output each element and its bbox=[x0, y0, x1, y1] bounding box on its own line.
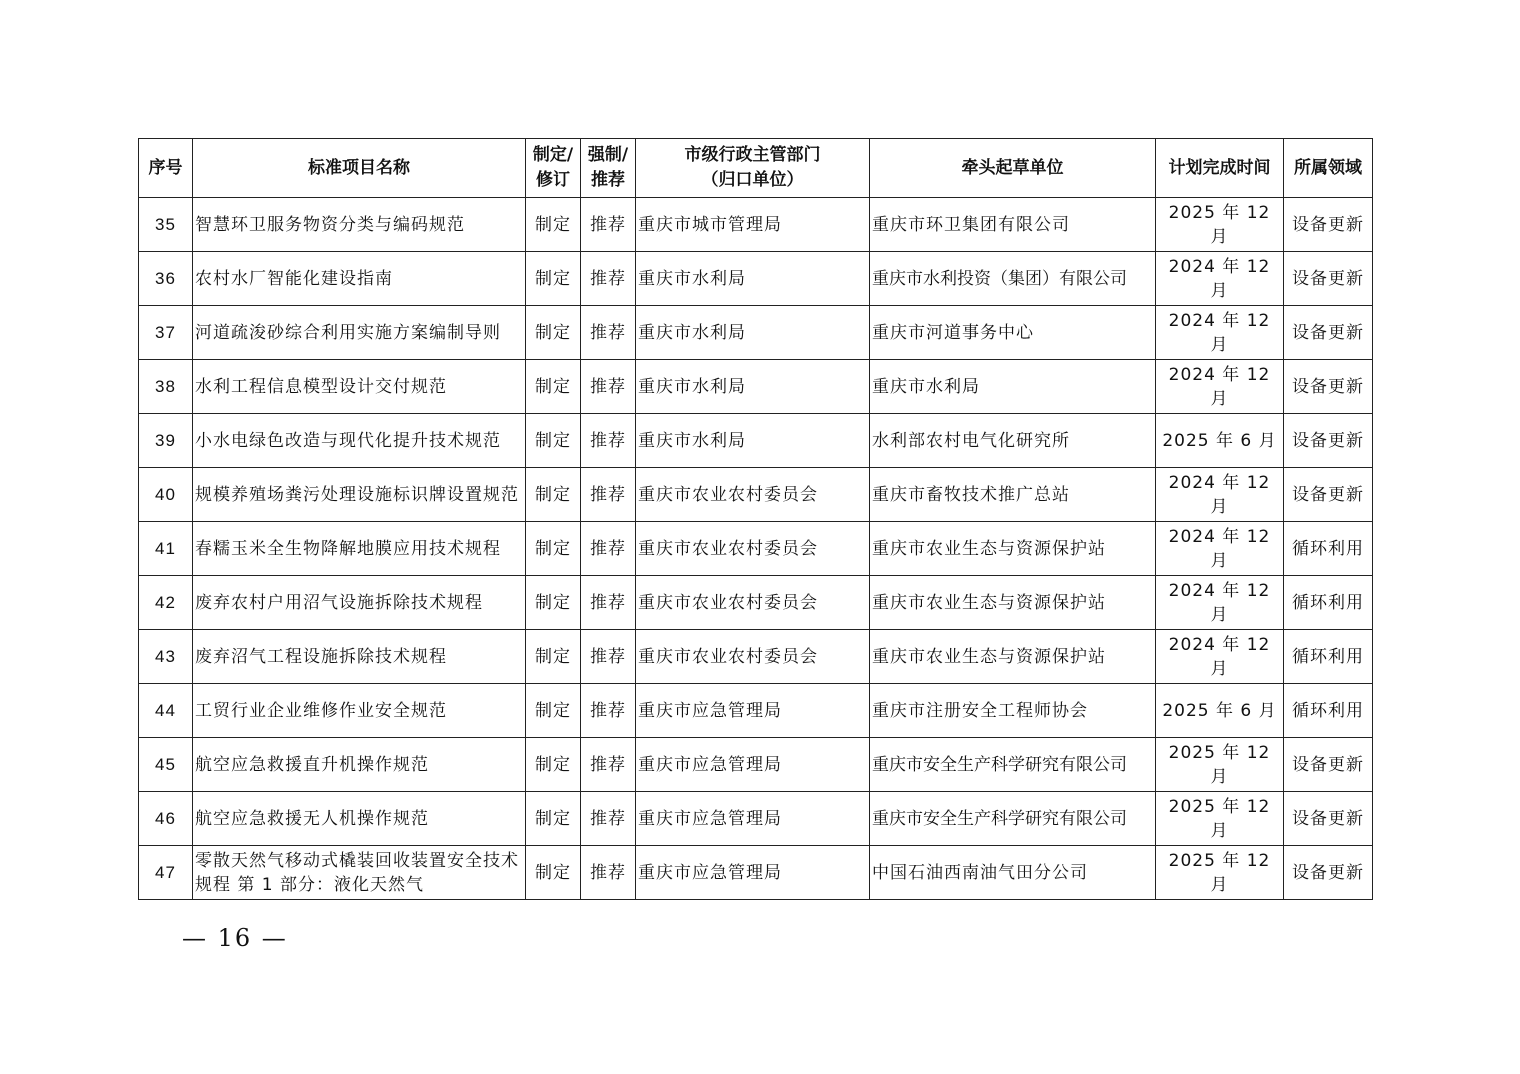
cell-deadline: 2024 年 12 月 bbox=[1156, 252, 1284, 306]
cell-nature: 推荐 bbox=[581, 198, 636, 252]
cell-name: 废弃农村户用沼气设施拆除技术规程 bbox=[193, 576, 526, 630]
cell-drafter: 重庆市河道事务中心 bbox=[870, 306, 1156, 360]
cell-deadline: 2024 年 12 月 bbox=[1156, 522, 1284, 576]
cell-field: 设备更新 bbox=[1284, 198, 1373, 252]
cell-nature: 推荐 bbox=[581, 468, 636, 522]
cell-type: 制定 bbox=[526, 360, 581, 414]
cell-drafter: 水利部农村电气化研究所 bbox=[870, 414, 1156, 468]
table-row bbox=[139, 684, 1373, 738]
cell-dept: 重庆市农业农村委员会 bbox=[636, 630, 870, 684]
page-number: — 16 — bbox=[182, 924, 288, 952]
cell-type: 制定 bbox=[526, 468, 581, 522]
table-row bbox=[139, 252, 1373, 306]
cell-name: 废弃沼气工程设施拆除技术规程 bbox=[193, 630, 526, 684]
cell-dept: 重庆市农业农村委员会 bbox=[636, 468, 870, 522]
table-row bbox=[139, 306, 1373, 360]
cell-nature: 推荐 bbox=[581, 576, 636, 630]
cell-dept: 重庆市应急管理局 bbox=[636, 738, 870, 792]
cell-dept: 重庆市水利局 bbox=[636, 252, 870, 306]
cell-type: 制定 bbox=[526, 684, 581, 738]
cell-dept: 重庆市应急管理局 bbox=[636, 792, 870, 846]
cell-type: 制定 bbox=[526, 252, 581, 306]
cell-name: 零散天然气移动式橇装回收装置安全技术规程 第 1 部分：液化天然气 bbox=[193, 846, 526, 900]
cell-name: 工贸行业企业维修作业安全规范 bbox=[193, 684, 526, 738]
cell-field: 循环利用 bbox=[1284, 576, 1373, 630]
cell-deadline: 2025 年 12 月 bbox=[1156, 738, 1284, 792]
cell-drafter: 重庆市水利局 bbox=[870, 360, 1156, 414]
cell-field: 设备更新 bbox=[1284, 306, 1373, 360]
cell-seq: 46 bbox=[139, 792, 193, 846]
header-seq: 序号 bbox=[139, 139, 193, 198]
cell-nature: 推荐 bbox=[581, 414, 636, 468]
cell-type: 制定 bbox=[526, 522, 581, 576]
cell-nature: 推荐 bbox=[581, 252, 636, 306]
standards-table bbox=[138, 138, 1373, 900]
cell-nature: 推荐 bbox=[581, 684, 636, 738]
cell-nature: 推荐 bbox=[581, 360, 636, 414]
cell-seq: 41 bbox=[139, 522, 193, 576]
cell-field: 循环利用 bbox=[1284, 522, 1373, 576]
cell-field: 循环利用 bbox=[1284, 684, 1373, 738]
cell-deadline: 2025 年 6 月 bbox=[1156, 414, 1284, 468]
cell-name: 规模养殖场粪污处理设施标识牌设置规范 bbox=[193, 468, 526, 522]
cell-field: 设备更新 bbox=[1284, 738, 1373, 792]
table-row bbox=[139, 630, 1373, 684]
cell-dept: 重庆市水利局 bbox=[636, 306, 870, 360]
cell-seq: 45 bbox=[139, 738, 193, 792]
cell-drafter: 重庆市畜牧技术推广总站 bbox=[870, 468, 1156, 522]
cell-type: 制定 bbox=[526, 198, 581, 252]
cell-name: 河道疏浚砂综合利用实施方案编制导则 bbox=[193, 306, 526, 360]
cell-seq: 47 bbox=[139, 846, 193, 900]
cell-dept: 重庆市应急管理局 bbox=[636, 846, 870, 900]
table-row bbox=[139, 792, 1373, 846]
cell-seq: 44 bbox=[139, 684, 193, 738]
cell-type: 制定 bbox=[526, 576, 581, 630]
cell-deadline: 2025 年 6 月 bbox=[1156, 684, 1284, 738]
cell-field: 设备更新 bbox=[1284, 792, 1373, 846]
header-deadline: 计划完成时间 bbox=[1156, 139, 1284, 198]
cell-field: 设备更新 bbox=[1284, 468, 1373, 522]
table-row bbox=[139, 738, 1373, 792]
cell-drafter: 重庆市安全生产科学研究有限公司 bbox=[870, 792, 1156, 846]
cell-nature: 推荐 bbox=[581, 792, 636, 846]
cell-deadline: 2024 年 12 月 bbox=[1156, 468, 1284, 522]
cell-deadline: 2024 年 12 月 bbox=[1156, 360, 1284, 414]
cell-drafter: 重庆市农业生态与资源保护站 bbox=[870, 576, 1156, 630]
cell-drafter: 中国石油西南油气田分公司 bbox=[870, 846, 1156, 900]
cell-field: 循环利用 bbox=[1284, 630, 1373, 684]
cell-nature: 推荐 bbox=[581, 630, 636, 684]
cell-nature: 推荐 bbox=[581, 306, 636, 360]
cell-nature: 推荐 bbox=[581, 522, 636, 576]
cell-field: 设备更新 bbox=[1284, 846, 1373, 900]
cell-drafter: 重庆市环卫集团有限公司 bbox=[870, 198, 1156, 252]
cell-seq: 43 bbox=[139, 630, 193, 684]
cell-seq: 40 bbox=[139, 468, 193, 522]
cell-type: 制定 bbox=[526, 630, 581, 684]
cell-name: 智慧环卫服务物资分类与编码规范 bbox=[193, 198, 526, 252]
table-row bbox=[139, 414, 1373, 468]
cell-deadline: 2024 年 12 月 bbox=[1156, 576, 1284, 630]
cell-deadline: 2025 年 12 月 bbox=[1156, 792, 1284, 846]
header-nature: 强制/ 推荐 bbox=[581, 139, 636, 198]
cell-name: 航空应急救援无人机操作规范 bbox=[193, 792, 526, 846]
cell-dept: 重庆市应急管理局 bbox=[636, 684, 870, 738]
cell-drafter: 重庆市注册安全工程师协会 bbox=[870, 684, 1156, 738]
cell-field: 设备更新 bbox=[1284, 252, 1373, 306]
cell-seq: 38 bbox=[139, 360, 193, 414]
table-row bbox=[139, 360, 1373, 414]
cell-nature: 推荐 bbox=[581, 738, 636, 792]
table-header-row bbox=[139, 139, 1373, 198]
cell-seq: 36 bbox=[139, 252, 193, 306]
cell-dept: 重庆市城市管理局 bbox=[636, 198, 870, 252]
cell-name: 小水电绿色改造与现代化提升技术规范 bbox=[193, 414, 526, 468]
cell-seq: 37 bbox=[139, 306, 193, 360]
cell-dept: 重庆市水利局 bbox=[636, 360, 870, 414]
cell-name: 水利工程信息模型设计交付规范 bbox=[193, 360, 526, 414]
table-row bbox=[139, 198, 1373, 252]
cell-seq: 39 bbox=[139, 414, 193, 468]
cell-type: 制定 bbox=[526, 738, 581, 792]
header-type: 制定/ 修订 bbox=[526, 139, 581, 198]
cell-dept: 重庆市农业农村委员会 bbox=[636, 522, 870, 576]
cell-nature: 推荐 bbox=[581, 846, 636, 900]
cell-deadline: 2024 年 12 月 bbox=[1156, 306, 1284, 360]
header-field: 所属领域 bbox=[1284, 139, 1373, 198]
table-row bbox=[139, 846, 1373, 900]
cell-drafter: 重庆市安全生产科学研究有限公司 bbox=[870, 738, 1156, 792]
cell-drafter: 重庆市农业生态与资源保护站 bbox=[870, 630, 1156, 684]
table-row bbox=[139, 468, 1373, 522]
header-dept: 市级行政主管部门 （归口单位） bbox=[636, 139, 870, 198]
cell-deadline: 2025 年 12 月 bbox=[1156, 198, 1284, 252]
header-name: 标准项目名称 bbox=[193, 139, 526, 198]
cell-field: 设备更新 bbox=[1284, 360, 1373, 414]
cell-type: 制定 bbox=[526, 414, 581, 468]
cell-deadline: 2024 年 12 月 bbox=[1156, 630, 1284, 684]
cell-drafter: 重庆市农业生态与资源保护站 bbox=[870, 522, 1156, 576]
cell-dept: 重庆市农业农村委员会 bbox=[636, 576, 870, 630]
cell-dept: 重庆市水利局 bbox=[636, 414, 870, 468]
cell-seq: 42 bbox=[139, 576, 193, 630]
table-row bbox=[139, 576, 1373, 630]
cell-type: 制定 bbox=[526, 306, 581, 360]
header-drafter: 牵头起草单位 bbox=[870, 139, 1156, 198]
cell-deadline: 2025 年 12 月 bbox=[1156, 846, 1284, 900]
cell-name: 航空应急救援直升机操作规范 bbox=[193, 738, 526, 792]
cell-name: 农村水厂智能化建设指南 bbox=[193, 252, 526, 306]
cell-field: 设备更新 bbox=[1284, 414, 1373, 468]
cell-seq: 35 bbox=[139, 198, 193, 252]
cell-type: 制定 bbox=[526, 792, 581, 846]
cell-name: 春糯玉米全生物降解地膜应用技术规程 bbox=[193, 522, 526, 576]
cell-drafter: 重庆市水利投资（集团）有限公司 bbox=[870, 252, 1156, 306]
cell-type: 制定 bbox=[526, 846, 581, 900]
table-row bbox=[139, 522, 1373, 576]
